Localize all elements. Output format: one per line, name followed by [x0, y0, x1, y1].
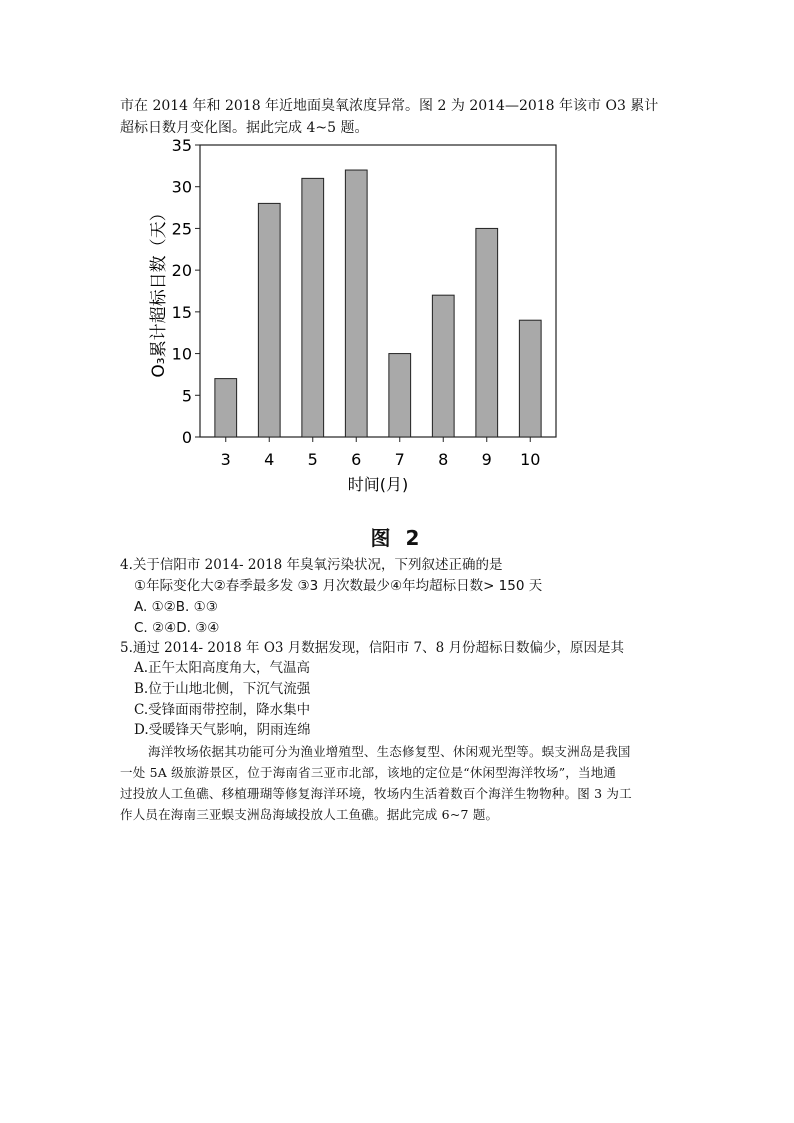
- q4-statements: ①年际变化大②春季最多发 ③3 月次数最少④年均超标日数> 150 天: [134, 578, 543, 594]
- o3-bar-chart: [140, 135, 570, 505]
- passage-line-1: 海洋牧场依据其功能可分为渔业增殖型、生态修复型、休闲观光型等。蜈支洲岛是我国: [148, 744, 631, 759]
- y-tick-label: 15: [171, 302, 192, 322]
- q4-options-cd: C. ②④D. ③④: [134, 620, 220, 636]
- y-tick-label: 0: [181, 428, 192, 447]
- y-tick-label: 10: [171, 344, 192, 364]
- x-tick-label: 3: [220, 450, 231, 469]
- x-tick-label: 6: [351, 450, 362, 469]
- figure-label: 图 2: [370, 526, 424, 550]
- x-tick-label: 8: [438, 450, 449, 469]
- passage-line-3: 过投放人工鱼礁、移植珊瑚等修复海洋环境，牧场内生活着数百个海洋生物物种。图 3 为工: [120, 786, 632, 801]
- q5-option-c: C.受锋面雨带控制，降水集中: [134, 702, 311, 718]
- x-tick-label: 10: [520, 450, 541, 469]
- y-tick-label: 35: [171, 136, 192, 155]
- intro-line-1: 市在 2014 年和 2018 年近地面臭氧浓度异常。图 2 为 2014—2018 年该市 O3 累计: [120, 98, 659, 114]
- bar-month-10: [519, 320, 541, 437]
- y-tick-label: 25: [171, 219, 192, 239]
- bar-month-4: [258, 203, 280, 437]
- q5-stem: 5.通过 2014- 2018 年 O3 月数据发现，信阳市 7、8 月份超标日数偏少，原因是其: [120, 640, 625, 656]
- q4-stem: 4.关于信阳市 2014- 2018 年臭氧污染状况，下列叙述正确的是: [120, 557, 503, 573]
- q5-option-d: D.受暖锋天气影响，阴雨连绵: [134, 722, 311, 738]
- bar-month-3: [215, 379, 237, 437]
- bar-month-5: [302, 178, 324, 437]
- q4-options-ab: A. ①②B. ①③: [134, 599, 218, 615]
- q5-option-a: A.正午太阳高度角大，气温高: [134, 660, 311, 676]
- intro-line-2: 超标日数月变化图。据此完成 4~5 题。: [120, 120, 369, 136]
- plot-frame: [200, 145, 556, 437]
- y-tick-label: 20: [171, 261, 192, 281]
- bar-month-9: [476, 228, 498, 437]
- bar-month-8: [432, 295, 454, 437]
- x-axis-label: 时间(月): [347, 475, 409, 494]
- passage-line-2: 一处 5A 级旅游景区，位于海南省三亚市北部，该地的定位是“休闲型海洋牧场”，当地通: [120, 765, 617, 780]
- passage-line-4: 作人员在海南三亚蜈支洲岛海域投放人工鱼礁。据此完成 6~7 题。: [120, 807, 499, 822]
- y-tick-label: 5: [181, 386, 192, 406]
- x-tick-label: 9: [481, 450, 492, 469]
- y-axis-label: O₃累计超标日数（天）: [149, 204, 169, 378]
- y-tick-label: 30: [171, 177, 192, 197]
- x-tick-label: 7: [394, 450, 405, 469]
- bar-month-6: [345, 170, 367, 437]
- x-tick-label: 4: [264, 450, 275, 469]
- q5-option-b: B.位于山地北侧，下沉气流强: [134, 681, 311, 697]
- x-tick-label: 5: [307, 450, 318, 469]
- bar-month-7: [389, 354, 411, 437]
